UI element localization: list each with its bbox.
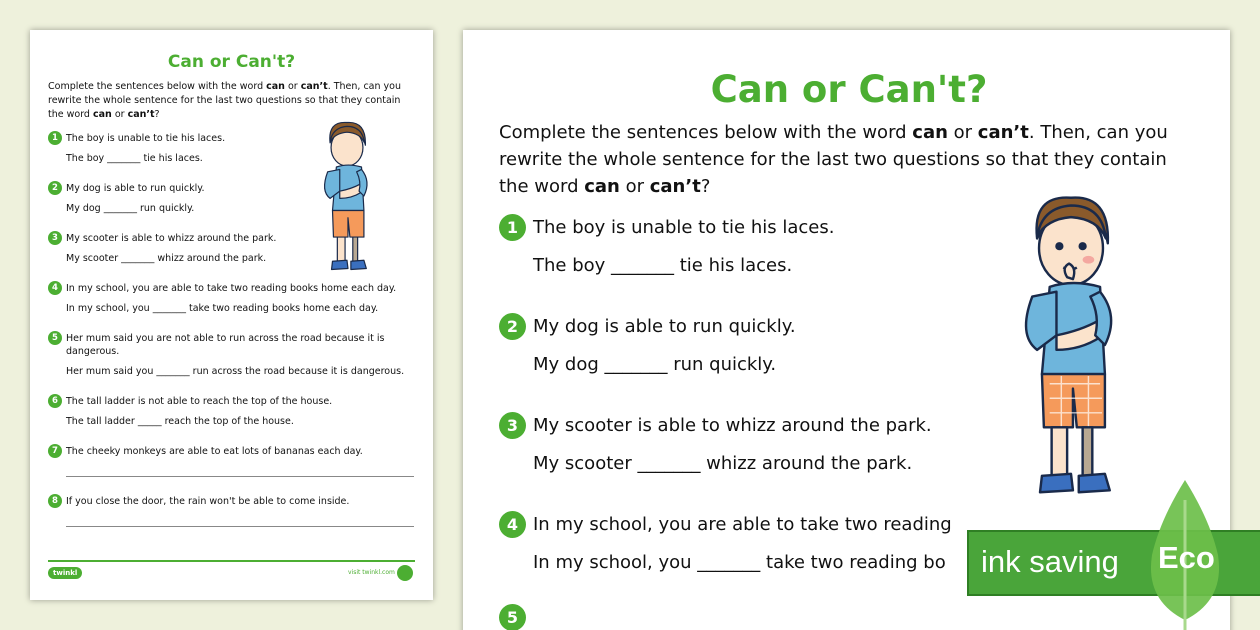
question-sentence: My scooter is able to whizz around the park.: [533, 415, 932, 436]
twinkl-logo: twinkl: [48, 567, 82, 579]
thumb-question-2: 2 My dog is able to run quickly. My dog _______ run quickly.: [48, 182, 415, 215]
thumbnail-title: Can or Can't?: [167, 52, 296, 72]
thumb-question-5: 5 Her mum said you are not able to run across the road because it is dangerous. Her mum said you _______ run across the road because it is dangerous.: [48, 332, 415, 378]
question-sentence: The boy is unable to tie his laces.: [533, 217, 835, 238]
thumb-question-1: 1 The boy is unable to tie his laces. The boy _______ tie his laces.: [48, 132, 415, 165]
ink-saving-text: ink saving: [981, 544, 1119, 579]
boy-illustration: [318, 116, 376, 276]
thumb-question-3: 3 My scooter is able to whizz around the park. My scooter _______ whizz around the park.: [48, 232, 415, 265]
worksheet-intro: Complete the sentences below with the word can or can’t. Then, can you rewrite the whole sentence for the last two questions so that they contain the word can or can’t?: [499, 122, 1168, 197]
question-sentence: In my school, you are able to take two reading: [533, 514, 952, 535]
thumb-question-4: 4 In my school, you are able to take two reading books home each day. In my school, you _______ take two reading books home each day.: [48, 282, 415, 315]
question-number: 4: [499, 511, 526, 538]
thumb-question-7: 7 The cheeky monkeys are able to eat lots of bananas each day.: [48, 445, 415, 477]
worksheet-thumbnail[interactable]: [30, 30, 433, 600]
boy-illustration: [1011, 190, 1131, 500]
eco-label: Eco: [1158, 540, 1215, 575]
question-prompt: In my school, you _______ take two reading bo: [533, 552, 946, 573]
question-prompt: My dog _______ run quickly.: [533, 354, 777, 375]
thumbnail-intro: Complete the sentences below with the word can or can’t. Then, can you rewrite the whole sentence for the last two questions so that they contain the word can or can’t?: [48, 81, 401, 120]
thumb-question-6: 6 The tall ladder is not able to reach the top of the house. The tall ladder _____ reach the top of the house.: [48, 395, 415, 428]
worksheet-title: Can or Can't?: [710, 68, 988, 111]
badge-icon: [397, 565, 413, 581]
question-number: 2: [499, 313, 526, 340]
thumb-question-8: 8 If you close the door, the rain won't be able to come inside.: [48, 495, 415, 527]
question-prompt: The boy _______ tie his laces.: [533, 255, 793, 276]
question-sentence: My dog is able to run quickly.: [533, 316, 796, 337]
question-prompt: My scooter _______ whizz around the park.: [533, 453, 913, 474]
answer-line[interactable]: [66, 526, 414, 527]
question-number: 3: [499, 412, 526, 439]
answer-line[interactable]: [66, 476, 414, 477]
question-number: 1: [499, 214, 526, 241]
question-number: 5: [499, 604, 526, 630]
thumbnail-footer: [48, 560, 415, 580]
footer-site: visit twinkl.com: [348, 569, 395, 576]
